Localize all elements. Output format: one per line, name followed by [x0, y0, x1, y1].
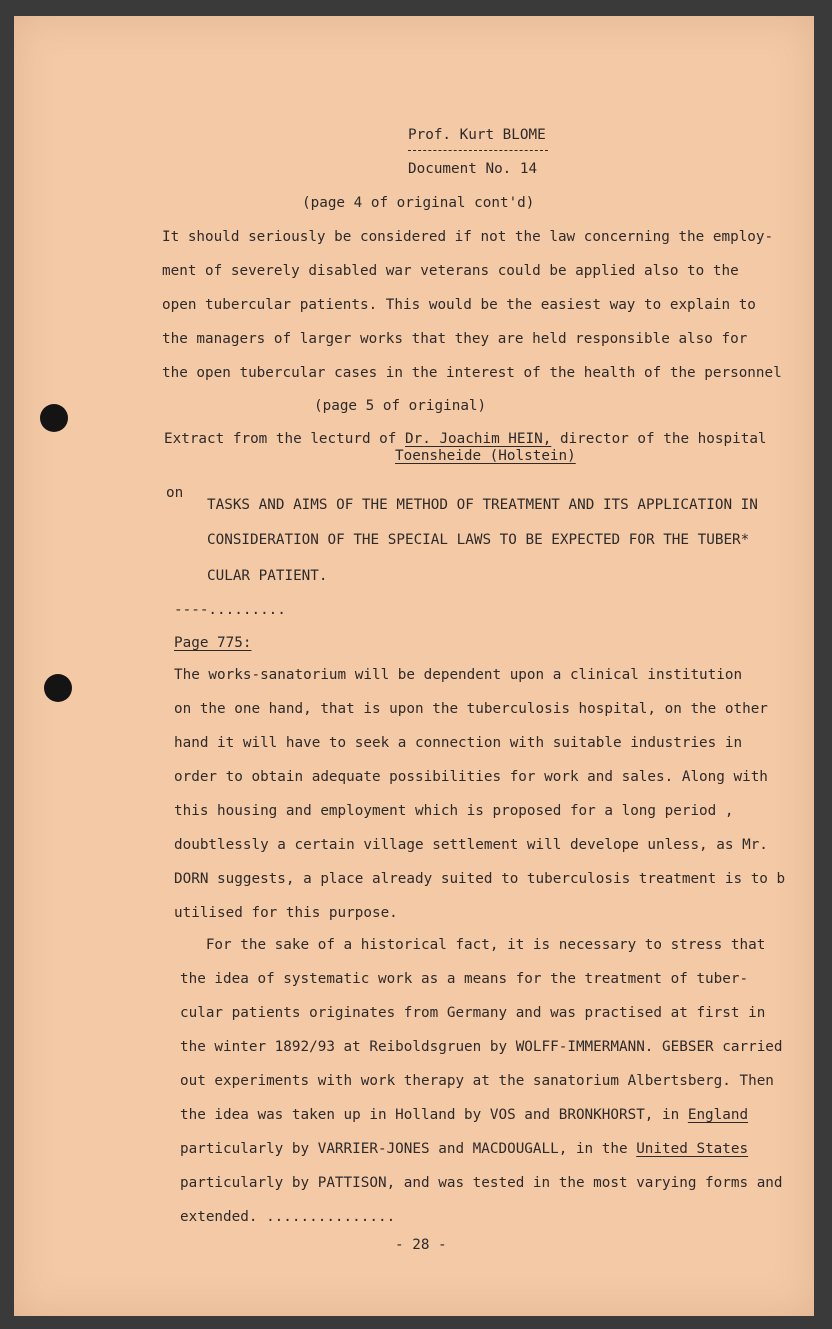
punch-hole-top	[40, 404, 68, 432]
para3-line: the idea of systematic work as a means for the treatment of tuber-	[180, 971, 749, 987]
para2-line: on the one hand, that is upon the tuberculosis hospital, on the other	[174, 701, 768, 717]
title-line: CONSIDERATION OF THE SPECIAL LAWS TO BE EXPECTED FOR THE TUBER*	[207, 532, 750, 548]
para1-line: ment of severely disabled war veterans could be applied also to the	[162, 263, 739, 279]
page5-note: (page 5 of original)	[314, 398, 487, 414]
extract-on: on	[166, 485, 184, 501]
para3-line: out experiments with work therapy at the sanatorium Albertsberg. Then	[180, 1073, 774, 1089]
para3-line-text: particularly by VARRIER-JONES and MACDOUGALL, in the	[180, 1141, 637, 1157]
para3-line	[180, 1106, 748, 1124]
extract-suffix: director of the hospital	[551, 431, 767, 447]
page-number: - 28 -	[395, 1237, 447, 1253]
extract-location: Toensheide (Holstein)	[395, 448, 576, 464]
document-page	[14, 16, 814, 1316]
para2-line: order to obtain adequate possibilities for work and sales. Along with	[174, 769, 768, 785]
para1-line: the managers of larger works that they are held responsible also for	[162, 331, 748, 347]
header-document-number: Document No. 14	[408, 161, 538, 177]
para3-line: extended. ...............	[180, 1209, 396, 1225]
para2-line: utilised for this purpose.	[174, 905, 398, 921]
header-rule	[408, 150, 548, 151]
underlined-england: England	[687, 1107, 749, 1123]
para3-line: cular patients originates from Germany and was practised at first in	[180, 1005, 766, 1021]
para3-line: For the sake of a historical fact, it is necessary to stress that	[180, 937, 766, 953]
page-note: (page 4 of original cont'd)	[302, 195, 535, 211]
para2-line: doubtlessly a certain village settlement will develope unless, as Mr.	[174, 837, 768, 853]
para1-line: open tubercular patients. This would be the easiest way to explain to	[162, 297, 756, 313]
header-name: Prof. Kurt BLOME	[408, 127, 546, 143]
para2-line: The works-sanatorium will be dependent upon a clinical institution	[174, 667, 743, 683]
underlined-united-states: United States	[636, 1141, 749, 1157]
punch-hole-bottom	[44, 674, 72, 702]
para2-line: hand it will have to seek a connection with suitable industries in	[174, 735, 743, 751]
extract-author: Dr. Joachim HEIN,	[405, 431, 552, 447]
extract-prefix: Extract from the lecturd of	[164, 431, 406, 447]
para3-line: particularly by PATTISON, and was tested in the most varying forms and	[180, 1175, 783, 1191]
para1-line: the open tubercular cases in the interest of the health of the personnel	[162, 365, 782, 381]
separator-dots: ----.........	[174, 602, 286, 618]
title-line: TASKS AND AIMS OF THE METHOD OF TREATMENT AND ITS APPLICATION IN	[207, 497, 758, 513]
para2-line: this housing and employment which is proposed for a long period ,	[174, 803, 734, 819]
para3-line	[180, 1140, 748, 1158]
para2-line: DORN suggests, a place already suited to tuberculosis treatment is to b	[174, 871, 786, 887]
extract-line	[164, 430, 767, 448]
para1-line: It should seriously be considered if not the law concerning the employ-	[162, 229, 774, 245]
para3-line: the winter 1892/93 at Reiboldsgruen by WOLFF-IMMERMANN. GEBSER carried	[180, 1039, 783, 1055]
title-line: CULAR PATIENT.	[207, 568, 328, 584]
page-775-label: Page 775:	[174, 635, 252, 651]
para3-line-text: the idea was taken up in Holland by VOS and BRONKHORST, in	[180, 1107, 688, 1123]
